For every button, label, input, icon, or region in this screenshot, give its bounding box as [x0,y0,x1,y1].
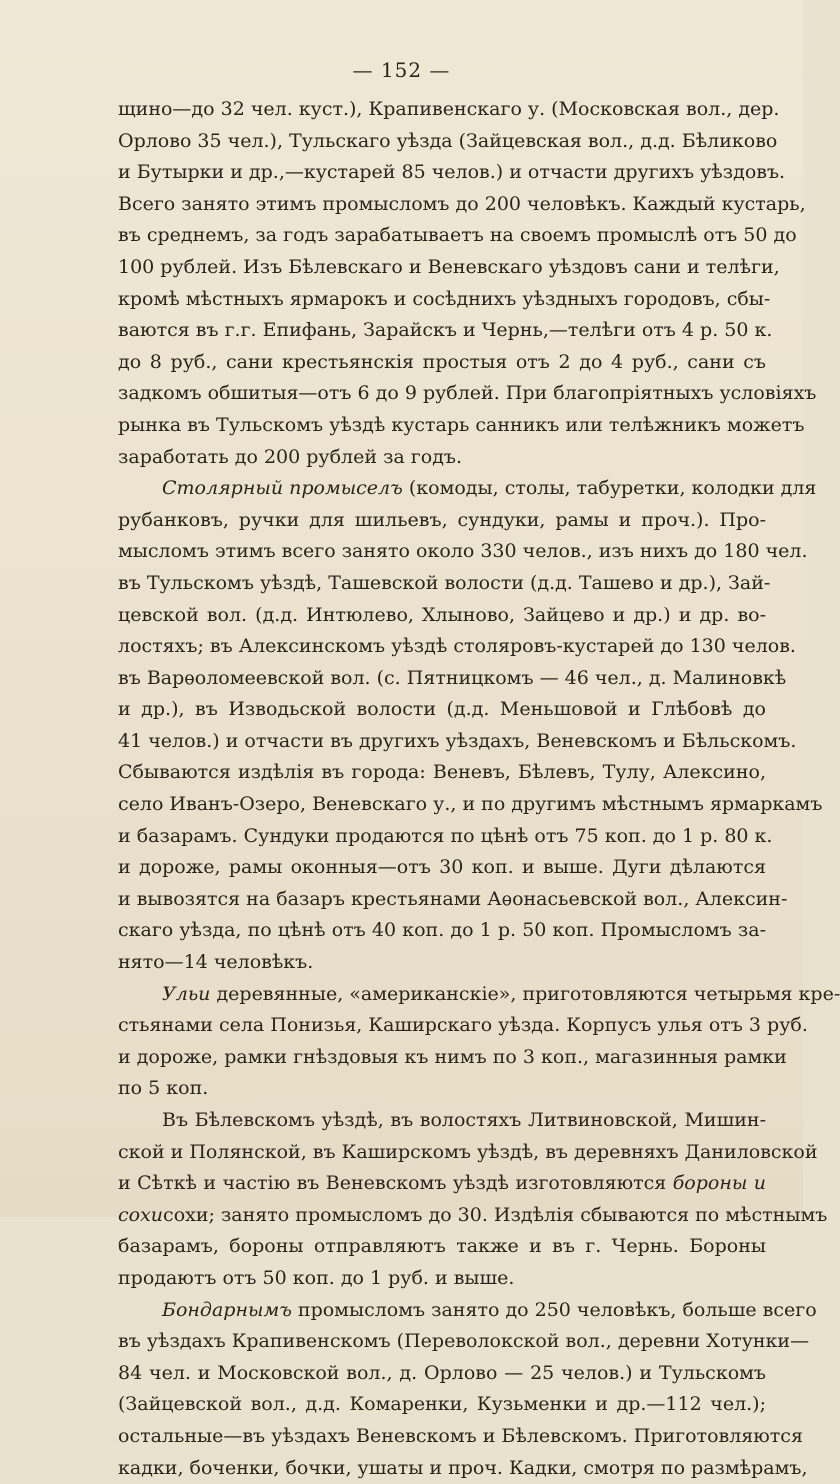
paragraph-sleds-carts [118,94,817,473]
paragraph-harrows-ploughs [118,1105,828,1295]
text-line: въ уѣздахъ Крапивенскомъ (Переволокской вол., деревни Хотунки— [118,1330,810,1353]
text-line: остальные—въ уѣздахъ Веневскомъ и Бѣлевскомъ. Приготовляются [118,1424,803,1447]
text-line: и дороже, рамы оконныя—отъ 30 коп. и выше. Дуги дѣлаются [118,856,766,879]
text-line: кромѣ мѣстныхъ ярмарокъ и сосѣднихъ уѣздныхъ городовъ, сбы- [118,287,771,310]
text-line [118,473,817,505]
text-line: продаютъ отъ 50 коп. до 1 руб. и выше. [118,1266,515,1289]
italic-heading: Бондарнымъ [162,1298,292,1321]
text-line: щино—до 32 чел. куст.), Крапивенскаго у. (Московская вол., дер. [118,98,780,120]
paragraph-beehives [118,979,840,1105]
text-line: Сбываются издѣлія въ города: Веневъ, Бѣлевъ, Тулу, Алексино, [118,761,766,784]
text-line: въ Варѳоломеевской вол. (с. Пятницкомъ — 46 чел., д. Малиновкѣ [118,666,787,689]
text-line: мысломъ этимъ всего занято около 330 челов., изъ нихъ до 180 чел. [118,540,808,563]
text-line: рынка въ Тульскомъ уѣздѣ кустарь санникъ или телѣжникъ можетъ [118,413,805,436]
text-line: и др.), въ Изводьской волости (д.д. Меньшовой и Глѣбовѣ до [118,698,766,721]
line-text: и Сѣткѣ и частію въ Веневскомъ уѣздѣ изготовляются [118,1172,667,1195]
paragraph-carpentry [118,473,823,979]
text-line: село Иванъ-Озеро, Веневскаго у., и по другимъ мѣстнымъ ярмаркамъ [118,793,823,816]
text-line [118,1295,817,1327]
text-line: и базарамъ. Сундуки продаются по цѣнѣ отъ 75 коп. до 1 р. 80 к. [118,824,773,847]
text-line: Въ Бѣлевскомъ уѣздѣ, въ волостяхъ Литвиновской, Мишин- [162,1109,766,1131]
text-line: нято—14 человѣкъ. [118,951,314,974]
text-line: въ среднемъ, за годъ зарабатываетъ на своемъ промыслѣ отъ 50 до [118,224,797,247]
text-line: 41 челов.) и отчасти въ другихъ уѣздахъ, Веневскомъ и Бѣльскомъ. [118,729,797,752]
text-line: 84 чел. и Московской вол., д. Орлово — 25 челов.) и Тульскомъ [118,1361,766,1384]
text-line: ваются въ г.г. Епифань, Зарайскъ и Чернь,—телѣги отъ 4 р. 50 к. [118,319,773,342]
page-text [118,94,840,1484]
text-line: Всего занято этимъ промысломъ до 200 человѣкъ. Каждый кустарь, [118,192,806,215]
text-line: и вывозятся на базаръ крестьянами Аѳонасьевской вол., Алексин- [118,887,788,910]
text-line [118,1168,766,1200]
text-line: ской и Полянской, въ Каширскомъ уѣздѣ, въ деревняхъ Даниловской [118,1140,818,1163]
italic-term: сохи [118,1203,164,1226]
italic-heading: Столярный промыселъ [162,477,403,500]
text-line [118,979,840,1011]
paragraph-cooperage [118,1295,817,1484]
text-line: стьянами села Понизья, Каширскаго уѣзда. Корпусъ улья отъ 3 руб. [118,1014,808,1037]
text-line: рубанковъ, ручки для шильевъ, сундуки, рамы и проч.). Про- [118,508,766,531]
text-line: базарамъ, бороны отправляютъ также и въ г. Чернь. Бороны [118,1235,766,1258]
text-line [118,1200,828,1232]
text-line: скаго уѣзда, по цѣнѣ отъ 40 коп. до 1 р. 50 коп. Промысломъ за- [118,919,766,942]
line-text: сохи; занято промысломъ до 30. Издѣлія сбываются по мѣстнымъ [163,1203,828,1226]
line-text: деревянные, «американскіе», приготовляются четырьмя кре- [210,982,840,1005]
text-line: до 8 руб., сани крестьянскія простыя отъ 2 до 4 руб., сани съ [118,350,766,373]
text-line: и Бутырки и др.,—кустарей 85 челов.) и отчасти другихъ уѣздовъ. [118,161,786,184]
line-text: (комоды, столы, табуретки, колодки для [402,477,817,500]
text-line: въ Тульскомъ уѣздѣ, Ташевской волости (д.д. Ташево и др.), Зай- [118,571,771,594]
line-text: промысломъ занято до 250 человѣкъ, больше всего [291,1298,817,1321]
text-line: задкомъ обшитыя—отъ 6 до 9 рублей. При благопріятныхъ условіяхъ [118,382,817,405]
text-line: 100 рублей. Изъ Бѣлевскаго и Веневскаго уѣздовъ сани и телѣги, [118,255,780,278]
text-line: Орлово 35 чел.), Тульскаго уѣзда (Зайцевская вол., д.д. Бѣликово [118,129,778,152]
text-line: заработать до 200 рублей за годъ. [118,445,463,468]
text-line: цевской вол. (д.д. Интюлево, Хлыново, Зайцево и др.) и др. во- [118,603,766,626]
text-line: (Зайцевской вол., д.д. Комаренки, Кузьменки и др.—112 чел.); [118,1393,766,1416]
text-line: по 5 коп. [118,1077,209,1100]
text-line: кадки, боченки, бочки, ушаты и проч. Кадки, смотря по размѣрамъ, [118,1456,808,1479]
text-line: и дороже, рамки гнѣздовыя къ нимъ по 3 коп., магазинныя рамки [118,1045,787,1068]
page-number: — 152 — [352,58,451,82]
italic-term: бороны и [672,1172,767,1195]
text-line: лостяхъ; въ Алексинскомъ уѣздѣ столяровъ-кустарей до 130 челов. [118,635,796,658]
italic-heading: Ульи [162,982,211,1005]
